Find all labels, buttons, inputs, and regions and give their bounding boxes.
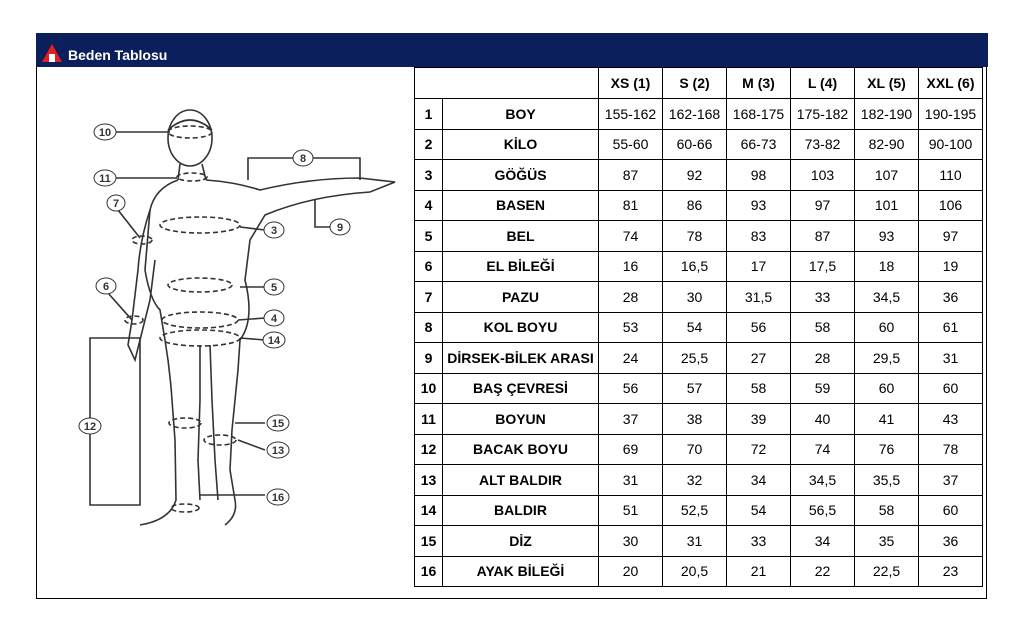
measurement-value: 25,5 [663,343,727,374]
measurement-value: 34 [791,526,855,557]
svg-text:11: 11 [99,173,111,185]
measurement-value: 78 [919,434,983,465]
measurement-value: 22 [791,556,855,587]
measurement-value: 168-175 [727,99,791,130]
measurement-value: 97 [791,190,855,221]
measurement-value: 54 [663,312,727,343]
row-number: 12 [415,434,443,465]
measurement-value: 86 [663,190,727,221]
table-corner [415,68,599,99]
measurement-value: 19 [919,251,983,282]
col-header: M (3) [727,68,791,99]
measurement-value: 69 [599,434,663,465]
measurement-value: 182-190 [855,99,919,130]
measurement-value: 175-182 [791,99,855,130]
svg-text:16: 16 [271,492,285,504]
row-number: 14 [415,495,443,526]
measurement-value: 78 [663,221,727,252]
measurement-value: 29,5 [855,343,919,374]
measurement-value: 30 [599,526,663,557]
measurement-value: 106 [919,190,983,221]
measurement-value: 52,5 [663,495,727,526]
table-row [415,251,983,282]
measurement-value: 60-66 [663,129,727,160]
measurement-value: 93 [855,221,919,252]
measurement-name: BAŞ ÇEVRESİ [443,373,599,404]
measurement-value: 73-82 [791,129,855,160]
measurement-value: 51 [599,495,663,526]
measurement-value: 18 [855,251,919,282]
measurement-value: 28 [599,282,663,313]
measurement-name: BASEN [443,190,599,221]
measurement-value: 31,5 [727,282,791,313]
measurement-value: 162-168 [663,99,727,130]
measurement-value: 90-100 [919,129,983,160]
measurement-value: 103 [791,160,855,191]
svg-text:13: 13 [271,445,285,457]
measurement-value: 36 [919,282,983,313]
table-row [415,282,983,313]
measurement-name: BEL [443,221,599,252]
measurement-value: 54 [727,495,791,526]
measurement-value: 28 [791,343,855,374]
measurement-name: PAZU [443,282,599,313]
measurement-value: 155-162 [599,99,663,130]
row-number: 5 [415,221,443,252]
svg-text:9: 9 [336,222,344,234]
col-header: XS (1) [599,68,663,99]
table-row [415,343,983,374]
measurement-value: 81 [599,190,663,221]
measurement-value: 60 [855,312,919,343]
measurement-value: 60 [855,373,919,404]
svg-text:4: 4 [270,313,278,325]
row-number: 2 [415,129,443,160]
label-5 [264,279,284,295]
measurement-value: 20 [599,556,663,587]
table-header-row [415,68,983,99]
row-number: 6 [415,251,443,282]
measurement-value: 37 [919,465,983,496]
table-row [415,312,983,343]
measurement-value: 22,5 [855,556,919,587]
label-14 [263,332,285,348]
measurement-value: 58 [727,373,791,404]
col-header: XXL (6) [919,68,983,99]
label-3 [264,222,284,238]
measurement-value: 56,5 [791,495,855,526]
svg-text:14: 14 [267,335,281,347]
measurement-value: 107 [855,160,919,191]
measurement-name: ALT BALDIR [443,465,599,496]
svg-text:10: 10 [98,127,112,139]
label-13 [267,442,289,458]
label-10 [94,124,116,140]
row-number: 7 [415,282,443,313]
col-header: S (2) [663,68,727,99]
table-row [415,190,983,221]
label-16 [267,489,289,505]
table-row [415,556,983,587]
header-bar [36,33,988,67]
measurement-value: 24 [599,343,663,374]
measurement-value: 31 [599,465,663,496]
measurement-value: 33 [727,526,791,557]
measurement-value: 31 [663,526,727,557]
measurement-value: 74 [791,434,855,465]
measurement-value: 87 [791,221,855,252]
svg-text:8: 8 [299,153,307,165]
label-15 [267,415,289,431]
measurement-name: BOY [443,99,599,130]
measurement-name: BACAK BOYU [443,434,599,465]
measurement-value: 93 [727,190,791,221]
measurement-value: 16 [599,251,663,282]
measurement-value: 32 [663,465,727,496]
label-6 [96,278,116,294]
row-number: 4 [415,190,443,221]
measurement-name: KOL BOYU [443,312,599,343]
measurement-value: 101 [855,190,919,221]
table-row [415,129,983,160]
row-number: 3 [415,160,443,191]
row-number: 13 [415,465,443,496]
measurement-value: 56 [599,373,663,404]
measurement-value: 55-60 [599,129,663,160]
page-title: Beden Tablosu [68,47,168,63]
measurement-value: 61 [919,312,983,343]
table-row [415,221,983,252]
table-row [415,526,983,557]
table-row [415,99,983,130]
measurement-value: 39 [727,404,791,435]
measurement-name: GÖĞÜS [443,160,599,191]
body-measurement-figure [60,100,410,540]
row-number: 15 [415,526,443,557]
row-number: 11 [415,404,443,435]
measurement-name: EL BİLEĞİ [443,251,599,282]
measurement-value: 30 [663,282,727,313]
brand-logo-icon [41,43,63,63]
measurement-value: 59 [791,373,855,404]
table-row [415,404,983,435]
table-row [415,373,983,404]
measurement-value: 190-195 [919,99,983,130]
table-row [415,495,983,526]
measurement-value: 76 [855,434,919,465]
measurement-value: 56 [727,312,791,343]
row-number: 9 [415,343,443,374]
measurement-value: 97 [919,221,983,252]
measurement-value: 34,5 [791,465,855,496]
measurement-value: 43 [919,404,983,435]
row-number: 16 [415,556,443,587]
measurement-value: 38 [663,404,727,435]
measurement-value: 34 [727,465,791,496]
measurement-value: 17,5 [791,251,855,282]
measurement-value: 40 [791,404,855,435]
svg-text:12: 12 [83,421,97,433]
measurement-value: 35 [855,526,919,557]
label-7 [107,195,125,211]
col-header: XL (5) [855,68,919,99]
label-4 [264,310,284,326]
measurement-value: 23 [919,556,983,587]
table-row [415,434,983,465]
measurement-name: DİRSEK-BİLEK ARASI [443,343,599,374]
measurement-value: 31 [919,343,983,374]
measurement-value: 98 [727,160,791,191]
measurement-value: 92 [663,160,727,191]
table-row [415,465,983,496]
svg-text:3: 3 [270,225,278,237]
label-12 [79,418,101,434]
measurement-value: 16,5 [663,251,727,282]
measurement-value: 58 [855,495,919,526]
measurement-name: BALDIR [443,495,599,526]
measurement-value: 34,5 [855,282,919,313]
measurement-value: 58 [791,312,855,343]
measurement-value: 60 [919,373,983,404]
row-number: 10 [415,373,443,404]
measurement-value: 27 [727,343,791,374]
svg-text:6: 6 [102,281,110,293]
measurement-value: 82-90 [855,129,919,160]
measurement-value: 20,5 [663,556,727,587]
row-number: 8 [415,312,443,343]
measurement-value: 33 [791,282,855,313]
measurement-value: 74 [599,221,663,252]
measurement-name: BOYUN [443,404,599,435]
measurement-value: 41 [855,404,919,435]
size-table [414,67,983,587]
col-header: L (4) [791,68,855,99]
measurement-value: 72 [727,434,791,465]
measurement-value: 53 [599,312,663,343]
measurement-value: 66-73 [727,129,791,160]
svg-text:5: 5 [270,282,278,294]
measurement-value: 70 [663,434,727,465]
row-number: 1 [415,99,443,130]
label-11 [94,170,116,186]
label-9 [330,219,350,235]
measurement-value: 110 [919,160,983,191]
label-8 [293,150,313,166]
measurement-name: AYAK BİLEĞİ [443,556,599,587]
measurement-name: KİLO [443,129,599,160]
measurement-value: 17 [727,251,791,282]
measurement-value: 37 [599,404,663,435]
measurement-value: 87 [599,160,663,191]
svg-text:15: 15 [271,418,285,430]
measurement-name: DİZ [443,526,599,557]
measurement-value: 35,5 [855,465,919,496]
table-row [415,160,983,191]
measurement-value: 83 [727,221,791,252]
measurement-value: 60 [919,495,983,526]
measurement-value: 36 [919,526,983,557]
svg-text:7: 7 [112,198,120,210]
measurement-value: 21 [727,556,791,587]
measurement-value: 57 [663,373,727,404]
